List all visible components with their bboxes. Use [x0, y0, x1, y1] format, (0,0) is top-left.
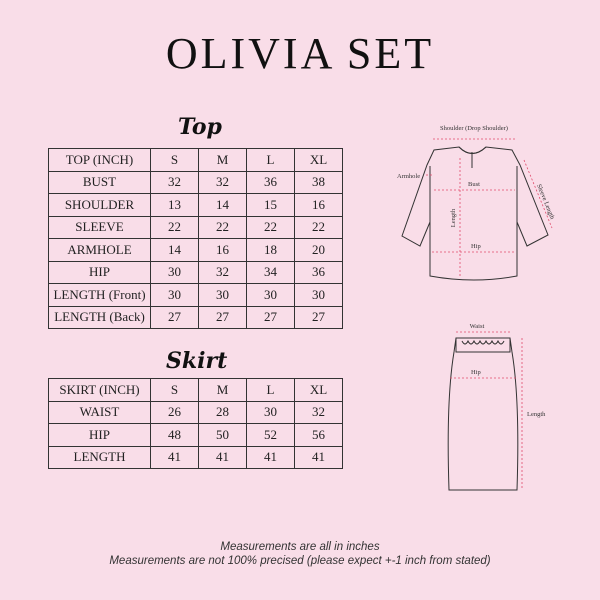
- measurement-notes: [0, 540, 600, 568]
- table-cell: 41: [247, 446, 295, 469]
- table-cell: 27: [151, 306, 199, 329]
- row-label: WAIST: [49, 401, 151, 424]
- table-cell: 30: [247, 284, 295, 307]
- table-cell: 48: [151, 424, 199, 447]
- table-cell: 14: [151, 239, 199, 262]
- table-cell: 26: [151, 401, 199, 424]
- table-cell: 30: [295, 284, 343, 307]
- bust-label: Bust: [468, 181, 480, 188]
- header-cell: L: [247, 149, 295, 172]
- header-cell: XL: [295, 379, 343, 402]
- header-cell: SKIRT (INCH): [49, 379, 151, 402]
- table-cell: 15: [247, 194, 295, 217]
- table-cell: 34: [247, 261, 295, 284]
- skirt-section-label: Skirt: [166, 348, 228, 374]
- table-cell: 32: [151, 171, 199, 194]
- table-cell: 30: [151, 261, 199, 284]
- header-cell: M: [199, 149, 247, 172]
- hip-label: Hip: [471, 243, 481, 250]
- table-cell: 41: [295, 446, 343, 469]
- skirt-guide-lines: [450, 332, 522, 490]
- table-cell: 52: [247, 424, 295, 447]
- table-cell: 41: [199, 446, 247, 469]
- table-cell: 50: [199, 424, 247, 447]
- table-cell: 18: [247, 239, 295, 262]
- table-cell: 38: [295, 171, 343, 194]
- row-label: LENGTH (Front): [49, 284, 151, 307]
- armhole-label: Armhole: [397, 173, 421, 180]
- header-cell: M: [199, 379, 247, 402]
- table-cell: 36: [247, 171, 295, 194]
- waistband: [456, 338, 510, 352]
- note-line: Measurements are not 100% precised (please expect +-1 inch from stated): [109, 555, 491, 567]
- page-title: OLIVIA SET: [165, 29, 435, 78]
- table-cell: 32: [199, 261, 247, 284]
- table-cell: 41: [151, 446, 199, 469]
- shoulder-label: Shoulder (Drop Shoulder): [440, 125, 508, 132]
- length-label: Length: [450, 208, 457, 228]
- row-label: ARMHOLE: [49, 239, 151, 262]
- header-cell: L: [247, 379, 295, 402]
- table-cell: 30: [199, 284, 247, 307]
- table-cell: 28: [199, 401, 247, 424]
- top-garment-outline: [402, 147, 548, 280]
- table-cell: 20: [295, 239, 343, 262]
- elastic-gathers: [462, 341, 504, 344]
- table-cell: 30: [247, 401, 295, 424]
- table-cell: 16: [295, 194, 343, 217]
- table-cell: 22: [151, 216, 199, 239]
- row-label: HIP: [49, 261, 151, 284]
- header-cell: XL: [295, 149, 343, 172]
- table-cell: 22: [199, 216, 247, 239]
- row-label: LENGTH (Back): [49, 306, 151, 329]
- sleeve-length-label: Sleeve Length: [535, 183, 556, 221]
- table-cell: 32: [199, 171, 247, 194]
- row-label: LENGTH: [49, 446, 151, 469]
- table-cell: 27: [247, 306, 295, 329]
- row-label: BUST: [49, 171, 151, 194]
- table-cell: 22: [295, 216, 343, 239]
- top-guide-lines: [426, 139, 552, 276]
- table-cell: 27: [199, 306, 247, 329]
- skirt-length-label: Length: [527, 411, 546, 418]
- top-garment-drawing: [402, 147, 548, 280]
- table-cell: 22: [247, 216, 295, 239]
- header-cell: TOP (INCH): [49, 149, 151, 172]
- header-cell: S: [151, 149, 199, 172]
- table-cell: 32: [295, 401, 343, 424]
- table-cell: 30: [151, 284, 199, 307]
- header-cell: S: [151, 379, 199, 402]
- table-cell: 27: [295, 306, 343, 329]
- top-section-label: Top: [178, 114, 222, 140]
- row-label: SHOULDER: [49, 194, 151, 217]
- skirt-outline: [448, 338, 518, 490]
- waist-label: Waist: [469, 323, 485, 330]
- skirt-garment-drawing: [448, 338, 518, 490]
- row-label: HIP: [49, 424, 151, 447]
- table-cell: 14: [199, 194, 247, 217]
- row-label: SLEEVE: [49, 216, 151, 239]
- sleeve-length-guide: [524, 160, 552, 228]
- table-cell: 36: [295, 261, 343, 284]
- skirt-hip-label: Hip: [471, 369, 481, 376]
- note-line: Measurements are all in inches: [220, 541, 380, 553]
- table-cell: 56: [295, 424, 343, 447]
- table-cell: 13: [151, 194, 199, 217]
- table-cell: 16: [199, 239, 247, 262]
